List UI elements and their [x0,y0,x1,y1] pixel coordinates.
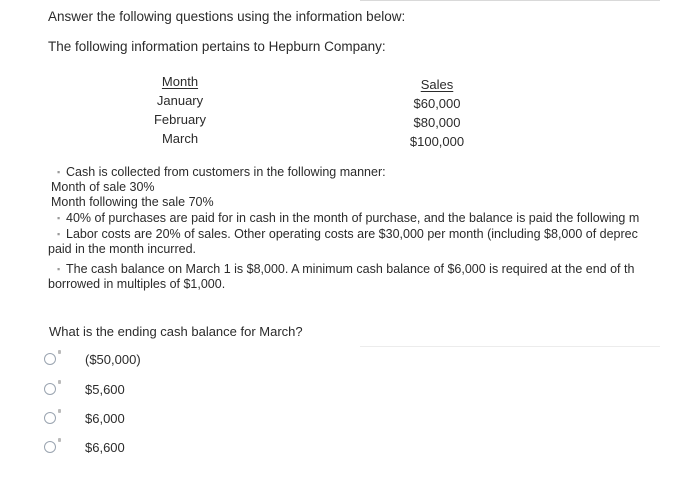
month-cell: March [161,131,199,146]
info-line: 40% of purchases are paid for in cash in the month of purchase, and the balance is paid the following m [66,211,640,225]
month-cell: January [156,93,204,108]
radio-button[interactable] [44,353,56,365]
instruction-text: Answer the following questions using the information below: [48,9,406,24]
sales-cell: $60,000 [413,96,461,111]
bullet-icon: ▪ [57,264,61,274]
sales-cell: $80,000 [413,115,461,130]
answer-option-label: $5,600 [85,382,125,397]
month-cell: February [153,112,207,127]
info-line: borrowed in multiples of $1,000. [48,277,226,291]
sales-header: Sales [420,77,454,92]
option-marker-icon [58,409,61,413]
info-line: Month following the sale 70% [51,195,214,209]
info-line: The cash balance on March 1 is $8,000. A minimum cash balance of $6,000 is required at the end of th [66,262,635,276]
bullet-icon: ▪ [57,229,61,239]
answer-option-label: ($50,000) [85,352,141,367]
month-header: Month [161,74,199,89]
info-line: paid in the month incurred. [48,242,197,256]
sales-column [405,75,469,151]
question-divider [360,346,660,347]
month-column [150,72,210,148]
info-line: Labor costs are 20% of sales. Other operating costs are $30,000 per month (including $8,000 of deprec [66,227,638,241]
bullet-icon: ▪ [57,213,61,223]
option-marker-icon [58,438,61,442]
bullet-icon: ▪ [57,167,61,177]
radio-button[interactable] [44,383,56,395]
option-marker-icon [58,380,61,384]
context-text: The following information pertains to Hepburn Company: [48,39,386,54]
radio-button[interactable] [44,412,56,424]
top-divider [360,0,660,1]
sales-cell: $100,000 [409,134,465,149]
answer-option-label: $6,000 [85,411,125,426]
info-line: Cash is collected from customers in the following manner: [66,165,386,179]
radio-button[interactable] [44,441,56,453]
answer-option-label: $6,600 [85,440,125,455]
question-text: What is the ending cash balance for March? [49,324,303,339]
info-line: Month of sale 30% [51,180,155,194]
option-marker-icon [58,350,61,354]
